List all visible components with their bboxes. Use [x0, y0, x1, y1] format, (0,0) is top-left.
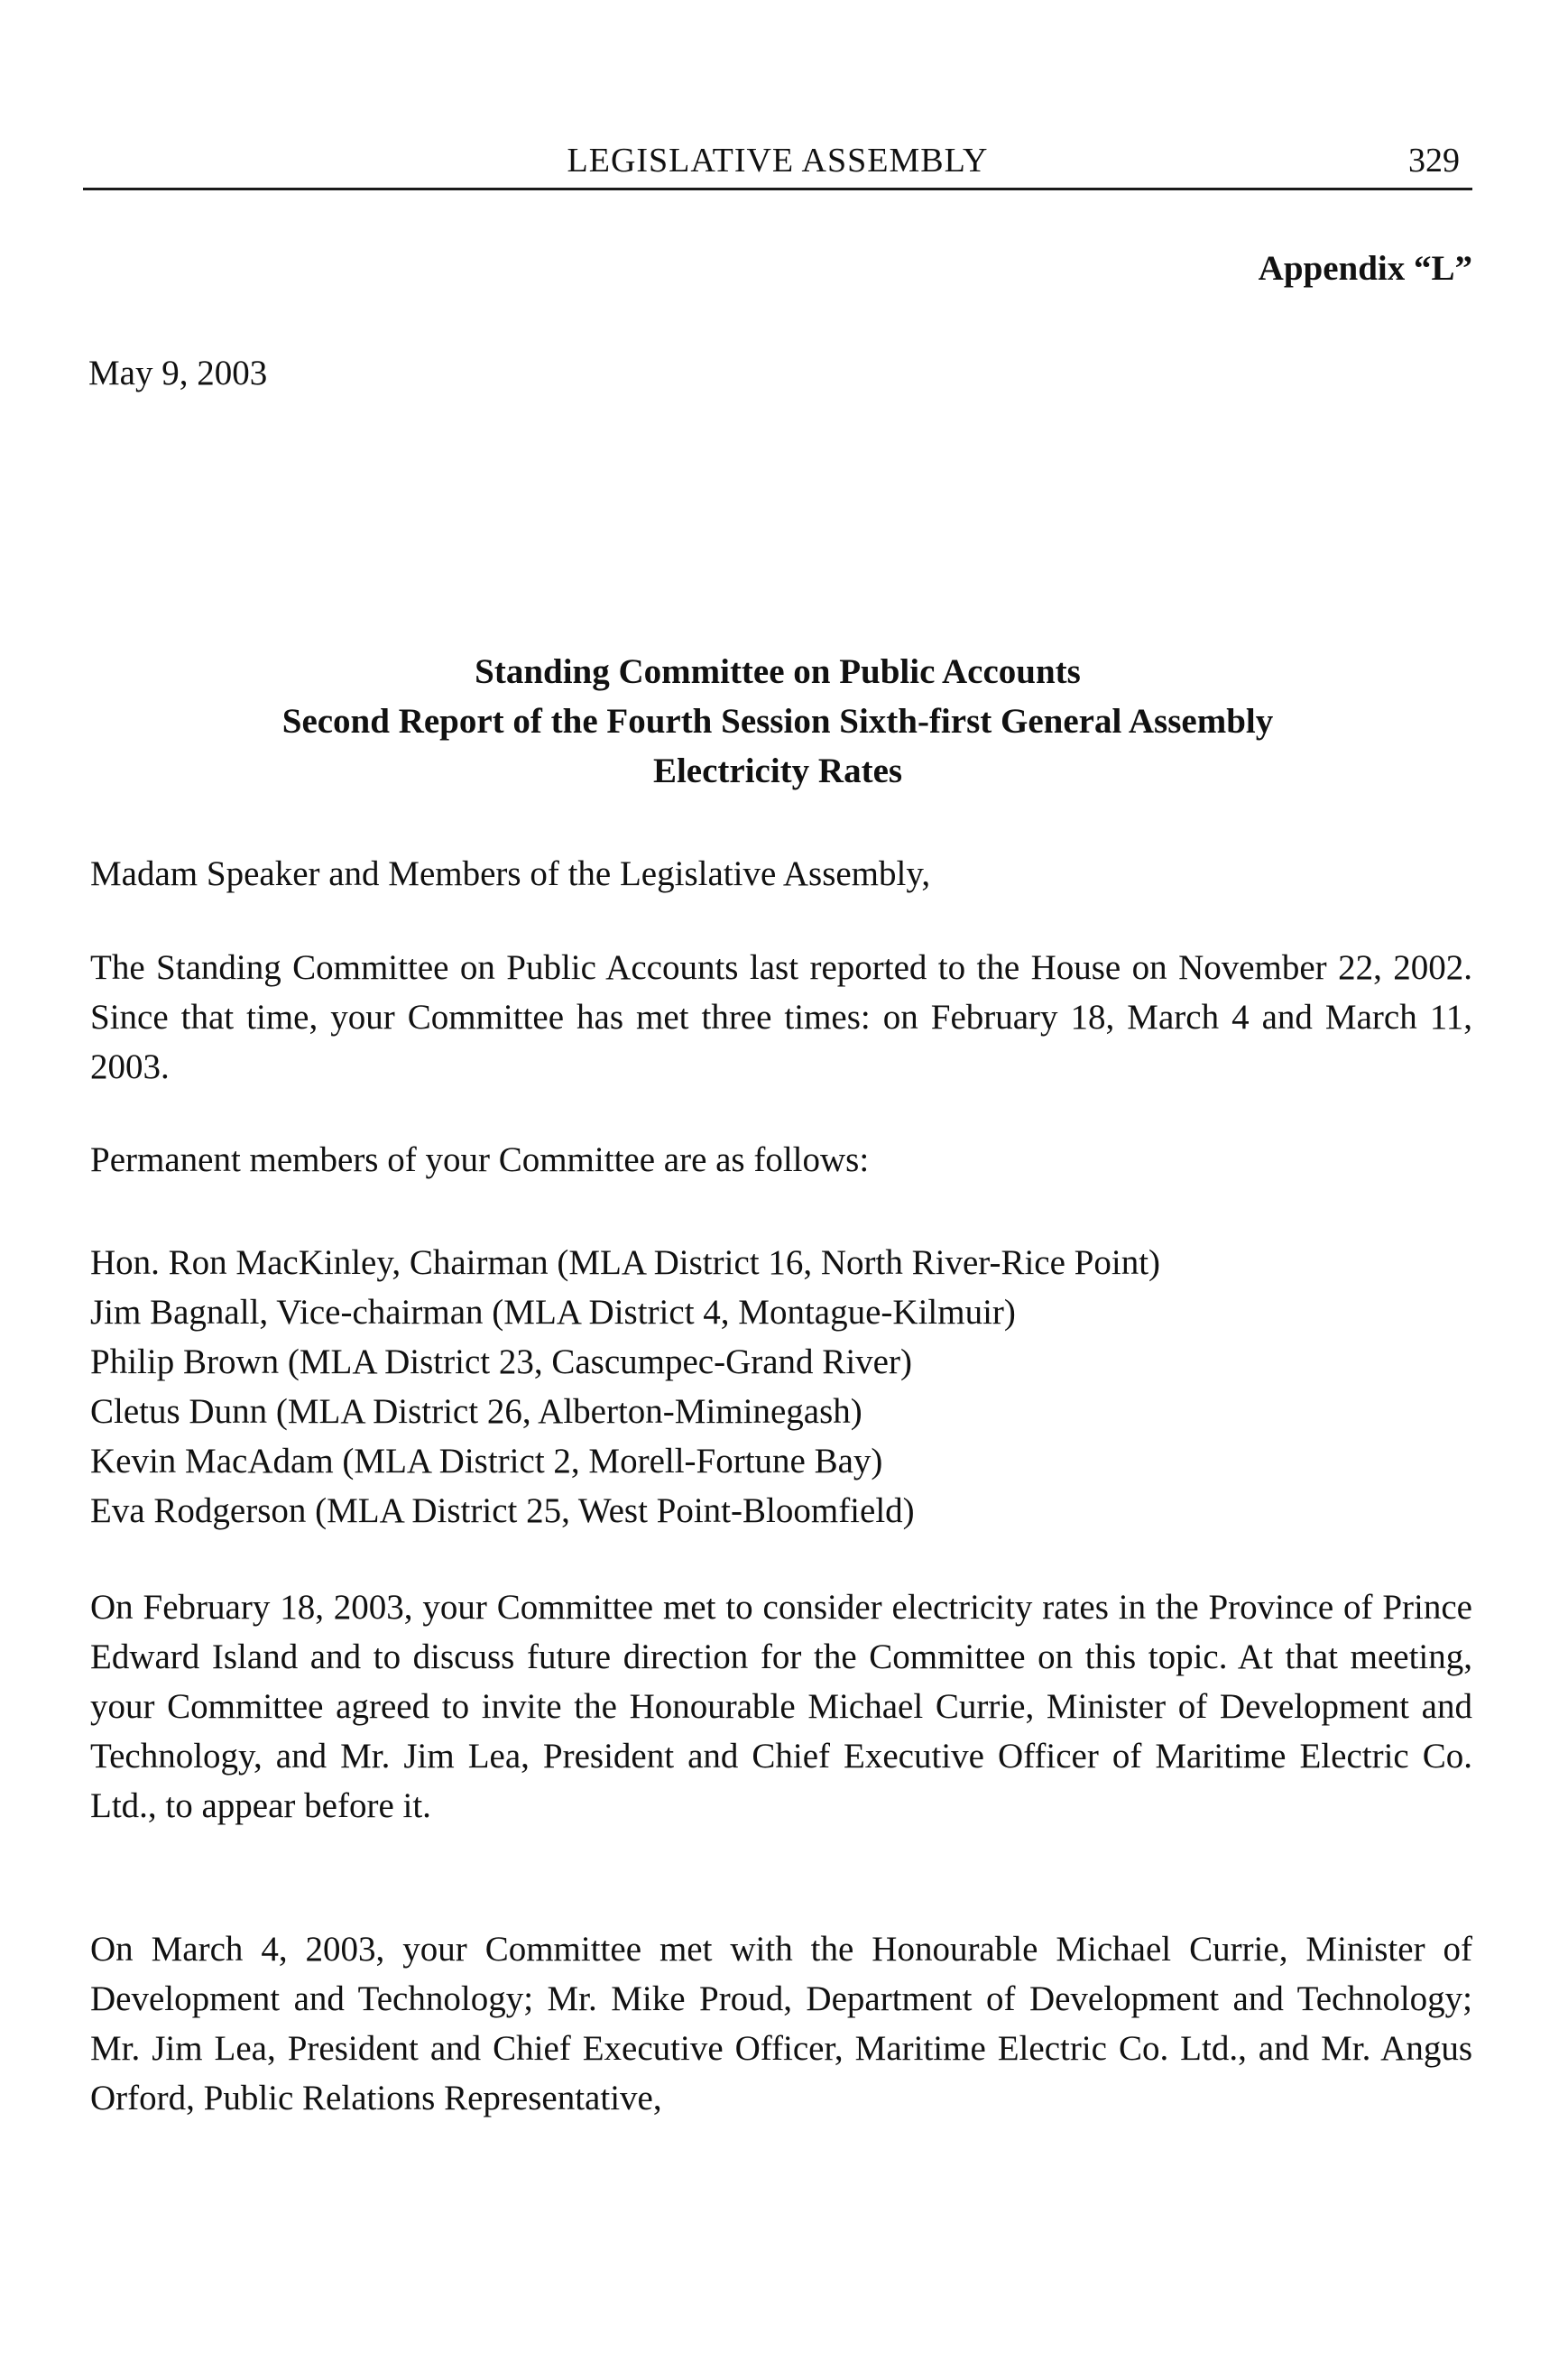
paragraph-february-meeting: On February 18, 2003, your Committee met to consider electricity rates in the Province of Prince Edward Island and to discuss future direction for the Committee on this topic. At that meeting, your Committee agreed to invite the Honourable Michael Currie, Minister of Development and Technology, and Mr. Jim Lea, President and Chief Executive Officer of Maritime Electric Co. Ltd., to appear before it. — [90, 1588, 1472, 1825]
salutation: Madam Speaker and Members of the Legislative Assembly, — [90, 854, 931, 893]
member-item: Kevin MacAdam (MLA District 2, Morell-Fortune Bay) — [90, 1442, 883, 1481]
committee-title: Standing Committee on Public Accounts — [475, 652, 1081, 691]
paragraph-march-meeting: On March 4, 2003, your Committee met with the Honourable Michael Currie, Minister of Development and Technology; Mr. Mike Proud, Department of Development and Technology; Mr. Jim Lea, President and Chief Executive Officer, Maritime Electric Co. Ltd., and Mr. Angus Orford, Public Relations Representative, — [90, 1930, 1472, 2117]
members-list — [90, 1238, 1472, 1536]
document-date: May 9, 2003 — [88, 354, 268, 392]
page-header — [83, 137, 1472, 190]
member-item: Eva Rodgerson (MLA District 25, West Point-Bloomfield) — [90, 1491, 915, 1530]
member-item: Philip Brown (MLA District 23, Cascumpec-Grand River) — [90, 1342, 912, 1381]
report-titles — [83, 647, 1472, 796]
member-item: Jim Bagnall, Vice-chairman (MLA District 4, Montague-Kilmuir) — [90, 1293, 1016, 1332]
member-item: Hon. Ron MacKinley, Chairman (MLA District 16, North River-Rice Point) — [90, 1243, 1161, 1282]
report-subtitle: Second Report of the Fourth Session Sixth-first General Assembly — [281, 702, 1274, 741]
report-topic: Electricity Rates — [652, 752, 903, 790]
running-header-title: LEGISLATIVE ASSEMBLY — [567, 142, 989, 180]
page-number: 329 — [1408, 142, 1460, 180]
appendix-label: Appendix “L” — [1258, 249, 1472, 288]
members-intro: Permanent members of your Committee are as follows: — [90, 1140, 870, 1179]
member-item: Cletus Dunn (MLA District 26, Alberton-Miminegash) — [90, 1392, 862, 1431]
paragraph-report-history: The Standing Committee on Public Accounts last reported to the House on November 22, 2002. Since that time, your Committee has met three times: on February 18, March 4 and March 11, 2003. — [90, 948, 1472, 1086]
